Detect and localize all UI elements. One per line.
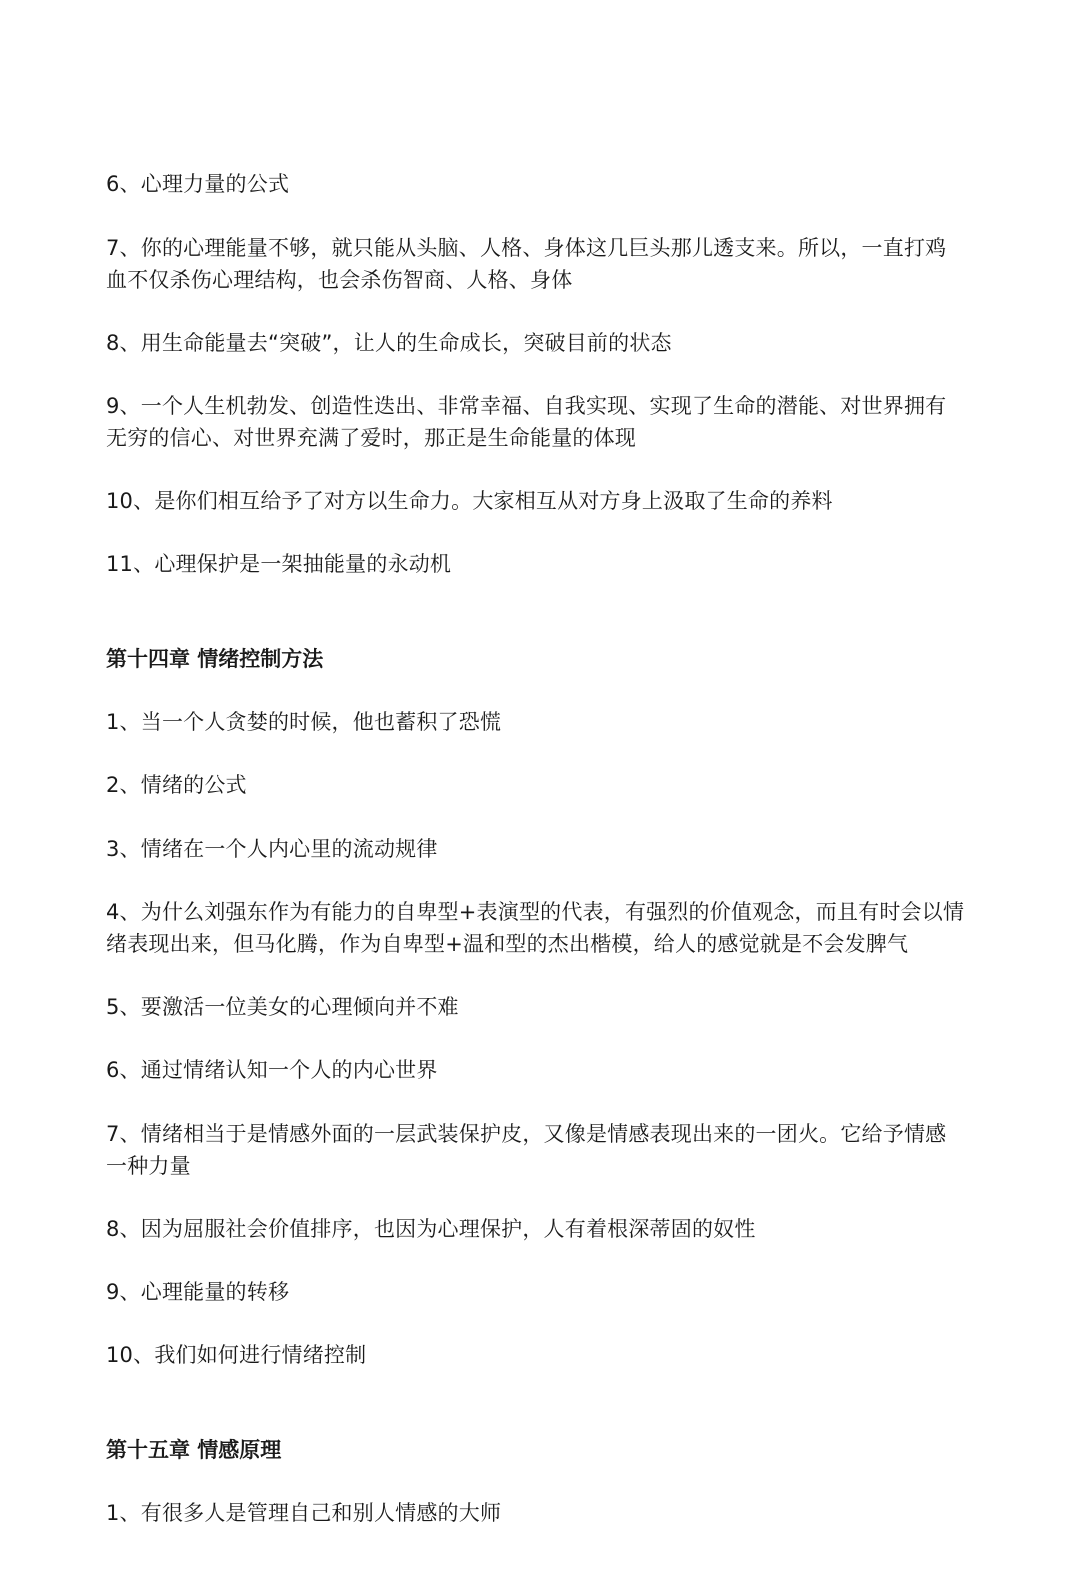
list-item: 7、情绪相当于是情感外面的一层武装保护皮，又像是情感表现出来的一团火。它给予情感 (106, 1122, 947, 1146)
list-item: 4、为什么刘强东作为有能力的自卑型+表演型的代表，有强烈的价值观念，而且有时会以情 (106, 900, 965, 924)
list-item-continuation: 绪表现出来，但马化腾，作为自卑型+温和型的杰出楷模，给人的感觉就是不会发脾气 (106, 932, 909, 956)
list-item-continuation: 无穷的信心、对世界充满了爱时，那正是生命能量的体现 (106, 426, 636, 450)
list-item: 8、用生命能量去“突破”，让人的生命成长，突破目前的状态 (106, 331, 672, 355)
list-item: 10、是你们相互给予了对方以生命力。大家相互从对方身上汲取了生命的养料 (106, 489, 833, 513)
list-item-continuation: 一种力量 (106, 1154, 191, 1178)
list-item: 7、你的心理能量不够，就只能从头脑、人格、身体这几巨头那儿透支来。所以，一直打鸡 (106, 236, 947, 260)
list-item: 1、当一个人贪婪的时候，他也蓄积了恐慌 (106, 710, 502, 734)
list-item-continuation: 血不仅杀伤心理结构，也会杀伤智商、人格、身体 (106, 268, 573, 292)
list-item: 2、情绪的公式 (106, 773, 247, 797)
list-item: 8、因为屈服社会价值排序，也因为心理保护，人有着根深蒂固的奴性 (106, 1217, 756, 1241)
list-item: 1、有很多人是管理自己和别人情感的大师 (106, 1501, 502, 1525)
chapter-heading: 第十四章 情绪控制方法 (106, 647, 324, 671)
list-item: 11、心理保护是一架抽能量的永动机 (106, 552, 452, 576)
list-item: 3、情绪在一个人内心里的流动规律 (106, 837, 438, 861)
chapter-heading: 第十五章 情感原理 (106, 1438, 282, 1462)
list-item: 10、我们如何进行情绪控制 (106, 1343, 367, 1367)
list-item: 5、要激活一位美女的心理倾向并不难 (106, 995, 459, 1019)
list-item: 6、通过情绪认知一个人的内心世界 (106, 1058, 438, 1082)
list-item: 9、一个人生机勃发、创造性迭出、非常幸福、自我实现、实现了生命的潜能、对世界拥有 (106, 394, 947, 418)
list-item: 6、心理力量的公式 (106, 172, 290, 196)
list-item: 9、心理能量的转移 (106, 1280, 290, 1304)
